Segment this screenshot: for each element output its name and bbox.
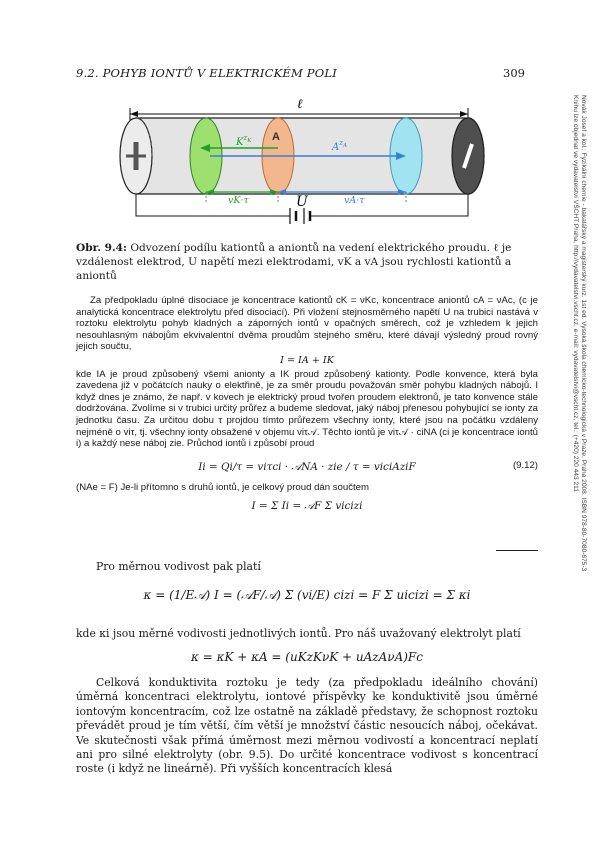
equation-total-current: I = IA + IK: [280, 354, 334, 366]
paragraph-conductivity-intro: Pro měrnou vodivost pak platí: [96, 560, 261, 573]
paragraph-proportionality: Celková konduktivita roztoku je tedy (za předpokladu ideálního chování) úměrná koncentraci elektrolytu, iontové příspěvky ke konduktivitě jsou úměrné iontovým koncentracím, což lze ostatně na základě představy, že schopnost roztoku převádět proud je tím větší, čím větší je množství částic nesoucích náboj, očekávat. Ve skutečnosti však přímá úměrnost mezi měrnou vodivostí a koncentrací neplatí ani pro silné elektrolyty (obr. 9.5). Do určité koncentrace vodivost s koncentrací roste (i když ne lineárně). Při vyšších koncentracích klesá: [76, 676, 538, 776]
page-number: 309: [503, 66, 525, 80]
paragraph-faraday: (NAe = F) Je-li přítomno s druhů iontů, je celkový proud dán součtem: [76, 481, 370, 493]
length-label: ℓ: [297, 97, 303, 112]
paragraph-ionic-conductivity: kde κi jsou měrné vodivosti jednotlivých iontů. Pro náš uvažovaný elektrolyt platí: [76, 627, 521, 640]
equation-conductivity: κ = (1/E𝒜) I = (𝒜F/𝒜) Σ (vi/E) cizi = F Σ uicizi = Σ κi: [143, 588, 471, 602]
caption-label: Obr. 9.4:: [76, 242, 127, 254]
explanatory-block: [76, 295, 538, 521]
anion-label: $A^z_A$: [332, 139, 347, 153]
figure-caption: [76, 241, 526, 284]
paragraph-current-convention: kde IA je proud způsobený všemi anionty a IK proud způsobený kationty. Podle konvence, která byla zavedena již v počátcích nauky o elektřině, je za směr proudu považován směr pohybu kladných nábojů. I když dnes je známo, že např. v kovech je elektrický proud tvořen proudem elektronů, je tato konvence stále dodržována. Zvolíme si v trubici určitý průřez a budeme sledovat, jaký náboj přenesou pohybující se ionty za jednotku času. Za určitou dobu τ projdou tímto průřezem všechny ionty, které jsou na počátku vzdáleny nejméně o viτ, tj. všechny ionty obsažené v objemu viτ𝒜. Těchto iontů je viτ𝒜 · ciNA (ci je koncentrace iontů i) a každý nese náboj zie. Průchod iontů i způsobí proud: [76, 368, 538, 450]
equation-ion-current: Ii = Qi/τ = viτci · 𝒜NA · zie / τ = viciAziF: [198, 460, 416, 473]
anion-disc-label: A: [272, 131, 280, 143]
electrolysis-tube-figure: [100, 92, 510, 237]
caption-text: Odvození podílu kationtů a aniontů na vedení elektrického proudu. ℓ je vzdálenost elektrod, U napětí mezi elektrodami, vK a vA jsou rychlosti kationtů a aniontů: [76, 242, 512, 283]
vk-tau-label: vK·τ: [228, 195, 249, 206]
running-header: 9.2. POHYB IONTŮ V ELEKTRICKÉM POLI: [76, 66, 337, 80]
paragraph-dissociation: Za předpokladu úplné disociace je koncentrace kationtů cK = νKc, koncentrace aniontů cA = νAc, (c je analytická koncentrace elektrolytu před disociací). Při vložení stejnosměrného napětí U na trubici nastává v roztoku elektrolytu pohyb kladných a záporných iontů v opačných směrech, což je vzhledem k jejich nesouhlasným nábojům ekvivalentní dvěma proudům stejného směru, které dávají výsledný proud rovný jejich součtu,: [76, 295, 538, 353]
va-tau-label: vA·τ: [344, 195, 365, 206]
voltage-label: U: [296, 194, 308, 210]
circuit-wire: [136, 194, 290, 216]
equation-number: (9.12): [512, 459, 538, 471]
cation-label: $K^z_K$: [236, 134, 252, 148]
side-note-line1: Novák Josef a kol.: Fyzikální chemie - bakalářský a magisterský kurz. 1st ed. Vysoká škola chemicko-technologická v Praze, Praha 2008. ISBN 978-80-7080-675-3: [580, 95, 587, 572]
equation-sum-current: I = Σ Ii = 𝒜F Σ vicizi: [251, 500, 363, 513]
side-note-line2: Knihu lze objednat ve vydavatelství VŠCHT Praha, http://vydavatelstvi.vscht.cz, e-mail: vydavatelstvi@vscht.cz, tel.: (+420) 220 443 211: [571, 95, 579, 492]
block-end-rule: [496, 550, 538, 551]
side-note: [571, 95, 587, 655]
equation-electrolyte-conductivity: κ = κK + κA = (uKzKνK + uAzAνA)Fc: [191, 650, 423, 664]
